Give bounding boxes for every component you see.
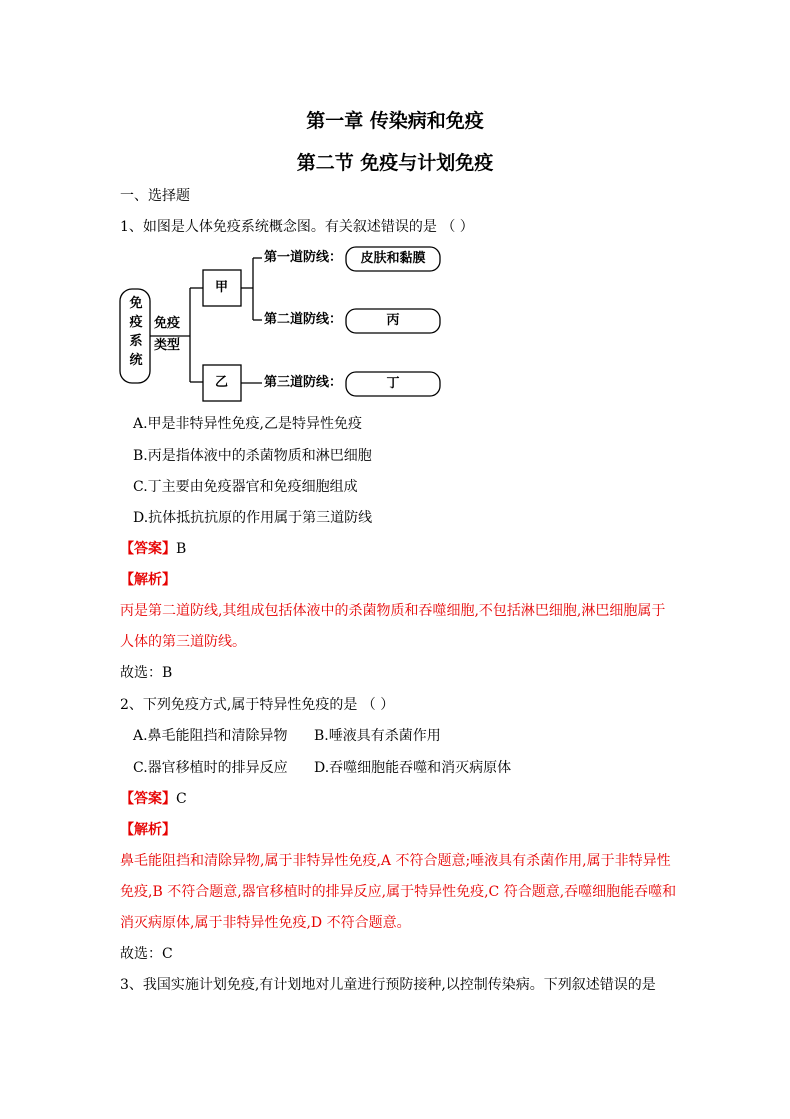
q2-answer (120, 789, 187, 809)
type-label-2: 类型 (154, 338, 181, 353)
answer-value: B (176, 541, 187, 557)
chapter-title: 第一章 传染病和免疫 (306, 110, 484, 132)
analysis-tag: 【解析】 (120, 822, 176, 838)
q2-analysis-line-3: 消灭病原体,属于非特异性免疫,D 不符合题意。 (120, 915, 411, 931)
q1-option-d: D.抗体抵抗抗原的作用属于第三道防线 (133, 510, 373, 526)
q1-answer (120, 539, 186, 559)
q1-analysis-line-1: 丙是第二道防线,其组成包括体液中的杀菌物质和吞噬细胞,不包括淋巴细胞,淋巴细胞属于 (120, 603, 666, 619)
analysis-tag: 【解析】 (120, 572, 176, 588)
q1-option-a: A.甲是非特异性免疫,乙是特异性免疫 (133, 416, 363, 432)
q2-analysis-line-1: 鼻毛能阻挡和清除异物,属于非特异性免疫,A 不符合题意;唾液具有杀菌作用,属于非特异性 (120, 853, 671, 869)
q1-option-c: C.丁主要由免疫器官和免疫细胞组成 (133, 479, 358, 495)
q3-stem: 3、我国实施计划免疫,有计划地对儿童进行预防接种,以控制传染病。下列叙述错误的是 (120, 977, 656, 993)
q2-option-c: C.器官移植时的排异反应 (133, 760, 288, 776)
box3-text: 丁 (386, 376, 400, 391)
third-defense-label: 第三道防线： (264, 375, 343, 390)
q1-stem: 1、如图是人体免疫系统概念图。有关叙述错误的是 （ ） (120, 219, 474, 235)
answer-tag: 【答案】 (120, 791, 176, 807)
q2-option-d: D.吞噬细胞能吞噬和消灭病原体 (314, 760, 512, 776)
q2-stem: 2、下列免疫方式,属于特异性免疫的是 （ ） (120, 697, 395, 713)
box1-text: 皮肤和黏膜 (360, 251, 426, 266)
section-title: 第二节 免疫与计划免疫 (296, 152, 494, 174)
node-yi: 乙 (215, 375, 229, 390)
second-defense-label: 第二道防线： (264, 312, 343, 327)
q2-option-b: B.唾液具有杀菌作用 (314, 728, 441, 744)
node-jia: 甲 (215, 280, 229, 295)
box2-text: 丙 (386, 313, 400, 328)
type-label-1: 免疫 (154, 316, 181, 331)
q1-analysis-tag (120, 570, 176, 590)
immune-system-concept-diagram (118, 242, 448, 407)
q2-analysis-line-2: 免疫,B 不符合题意,器官移植时的排异反应,属于特异性免疫,C 符合题意,吞噬细胞能吞噬和 (120, 884, 677, 900)
q1-conclusion: 故选：B (120, 665, 173, 681)
q2-option-a: A.鼻毛能阻挡和清除异物 (133, 728, 288, 744)
q2-conclusion: 故选：C (120, 946, 173, 962)
section-heading: 一、选择题 (120, 188, 190, 204)
first-defense-label: 第一道防线： (264, 250, 343, 265)
answer-value: C (176, 791, 187, 807)
root-label: 免疫系统 (129, 296, 143, 368)
q2-analysis-tag (120, 820, 176, 840)
q1-analysis-line-2: 人体的第三道防线。 (120, 634, 246, 650)
q1-option-b: B.丙是指体液中的杀菌物质和淋巴细胞 (133, 448, 372, 464)
answer-tag: 【答案】 (120, 541, 176, 557)
